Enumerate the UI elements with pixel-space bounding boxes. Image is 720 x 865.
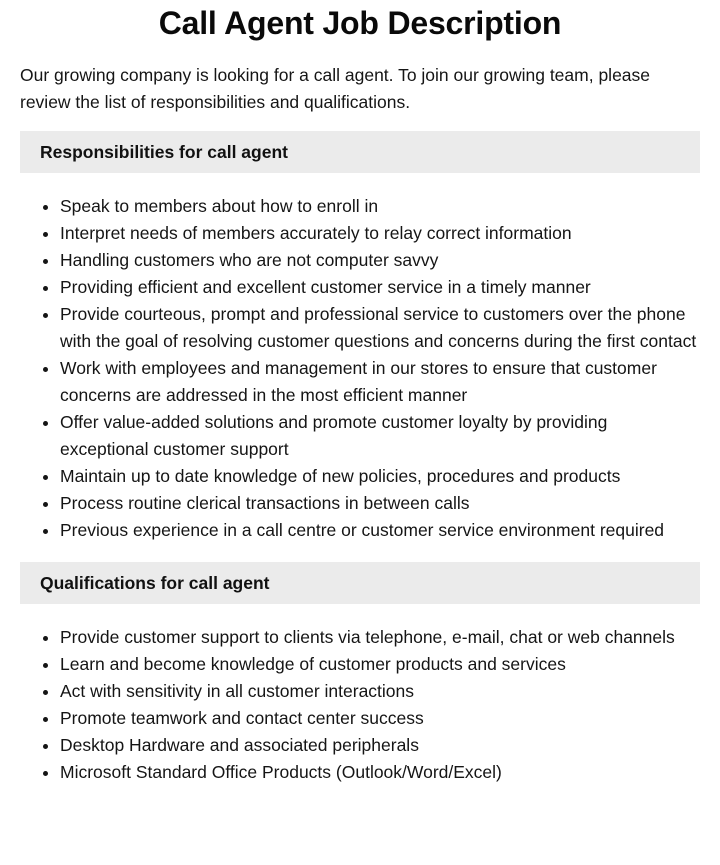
list-item: Maintain up to date knowledge of new policies, procedures and products <box>60 463 700 490</box>
list-item: Desktop Hardware and associated peripherals <box>60 732 700 759</box>
list-item: Providing efficient and excellent customer service in a timely manner <box>60 274 700 301</box>
responsibilities-list <box>20 193 700 544</box>
list-item: Provide customer support to clients via telephone, e-mail, chat or web channels <box>60 624 700 651</box>
qualifications-heading: Qualifications for call agent <box>20 562 700 604</box>
list-item: Previous experience in a call centre or customer service environment required <box>60 517 700 544</box>
list-item: Interpret needs of members accurately to relay correct information <box>60 220 700 247</box>
list-item: Handling customers who are not computer savvy <box>60 247 700 274</box>
list-item: Speak to members about how to enroll in <box>60 193 700 220</box>
responsibilities-heading: Responsibilities for call agent <box>20 131 700 173</box>
page-title: Call Agent Job Description <box>158 5 562 41</box>
list-item: Promote teamwork and contact center success <box>60 705 700 732</box>
list-item: Process routine clerical transactions in between calls <box>60 490 700 517</box>
list-item: Work with employees and management in our stores to ensure that customer concerns are addressed in the most efficient manner <box>60 355 700 409</box>
intro-paragraph: Our growing company is looking for a call agent. To join our growing team, please review the list of responsibilities and qualifications. <box>20 65 651 112</box>
qualifications-list <box>20 624 700 786</box>
list-item: Provide courteous, prompt and professional service to customers over the phone with the goal of resolving customer questions and concerns during the first contact <box>60 301 700 355</box>
list-item: Learn and become knowledge of customer products and services <box>60 651 700 678</box>
list-item: Act with sensitivity in all customer interactions <box>60 678 700 705</box>
list-item: Microsoft Standard Office Products (Outlook/Word/Excel) <box>60 759 700 786</box>
list-item: Offer value-added solutions and promote customer loyalty by providing exceptional customer support <box>60 409 700 463</box>
